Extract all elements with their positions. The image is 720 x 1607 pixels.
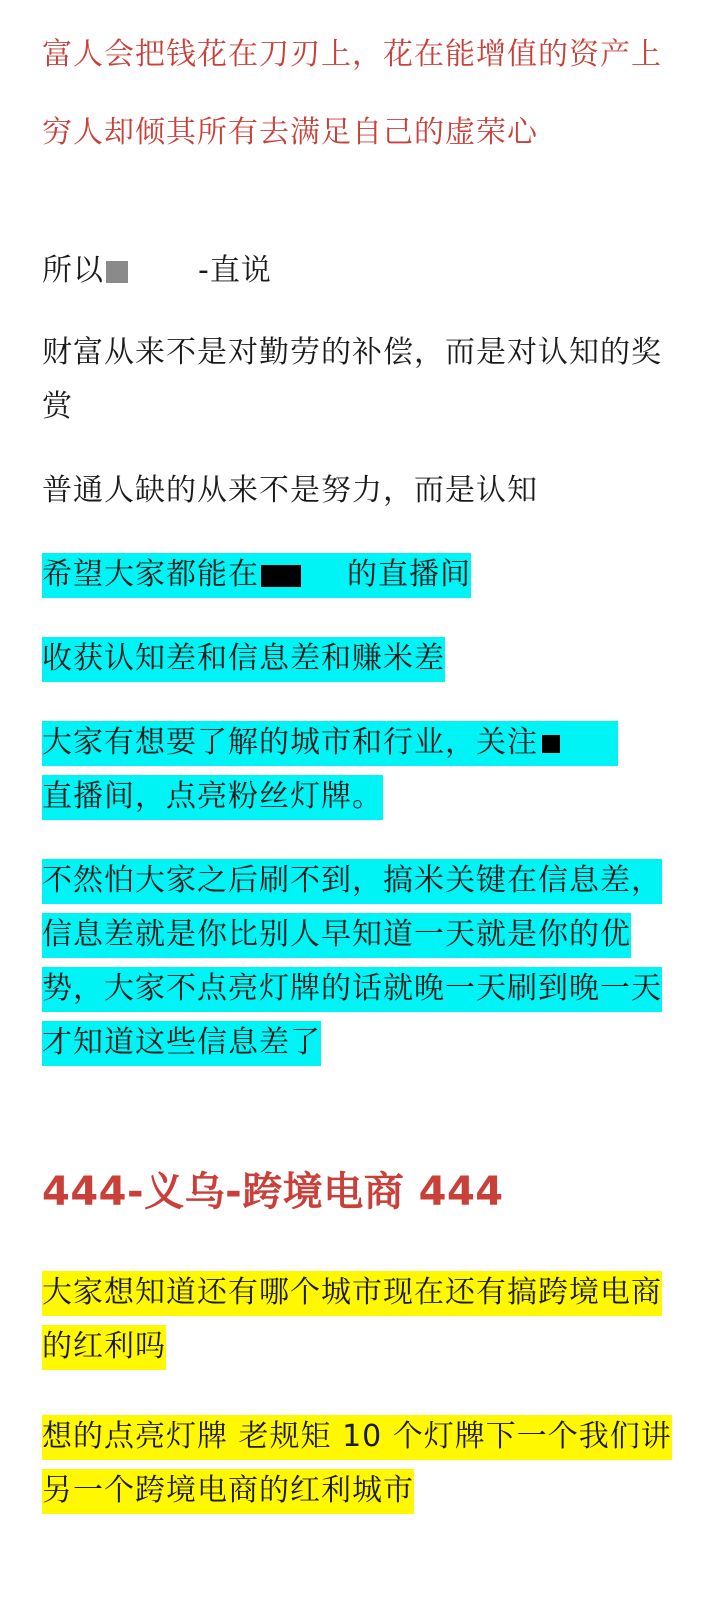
- section-heading: 444-义乌-跨境电商 444: [42, 1169, 504, 1215]
- redaction-mark: [303, 565, 347, 587]
- hope-prefix: 希望大家都能在: [42, 557, 259, 592]
- follow-suffix: 直播间，点亮粉丝灯牌。: [42, 779, 383, 814]
- straight-talk-prefix: 所以: [42, 253, 104, 288]
- hope-line: [42, 548, 672, 602]
- hope-suffix: 的直播间: [347, 557, 471, 592]
- follow-prefix: 大家有想要了解的城市和行业，关注: [42, 725, 538, 760]
- redaction-mark: [106, 261, 128, 283]
- follow-line: [42, 716, 672, 824]
- redaction-mark: [261, 565, 301, 587]
- effort-statement: 普通人缺的从来不是努力，而是认知: [42, 473, 538, 508]
- question-text: 大家想知道还有哪个城市现在还有搞跨境电商的红利吗: [42, 1271, 662, 1370]
- warning-text: 不然怕大家之后刷不到，搞米关键在信息差，信息差就是你比别人早知道一天就是你的优势，大家不点亮灯牌的话就晚一天刷到晚一天才知道这些信息差了: [42, 859, 662, 1066]
- call-to-action-line: [42, 1410, 672, 1518]
- gain-line: [42, 632, 672, 686]
- intro-line-rich: 富人会把钱花在刀刃上，花在能增值的资产上: [42, 37, 662, 72]
- question-line: [42, 1266, 672, 1374]
- article-body: [42, 28, 672, 1518]
- straight-talk-line: [42, 244, 672, 298]
- intro-line-poor: 穷人却倾其所有去满足自己的虚荣心: [42, 115, 538, 150]
- redaction-mark: [560, 724, 618, 764]
- redaction-mark: [542, 735, 560, 753]
- call-to-action-text: 想的点亮灯牌 老规矩 10 个灯牌下一个我们讲另一个跨境电商的红利城市: [42, 1415, 672, 1514]
- straight-talk-suffix: -直说: [198, 253, 272, 288]
- warning-paragraph: [42, 854, 672, 1070]
- wealth-statement: 财富从来不是对勤劳的补偿，而是对认知的奖赏: [42, 335, 662, 424]
- gain-text: 收获认知差和信息差和赚米差: [42, 637, 445, 682]
